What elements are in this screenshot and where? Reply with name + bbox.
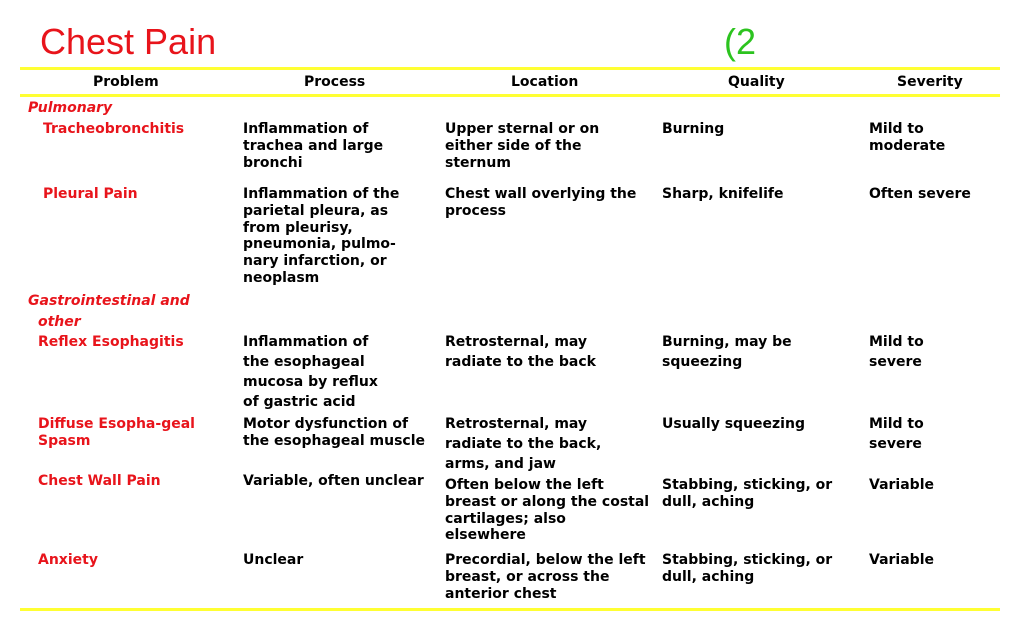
row-severity: Mild to severe bbox=[869, 416, 924, 452]
row-problem: Pleural Pain bbox=[43, 186, 138, 202]
row-problem: Chest Wall Pain bbox=[38, 473, 161, 489]
row-problem: Tracheobronchitis bbox=[43, 121, 185, 137]
row-quality: Stabbing, sticking, or dull, aching bbox=[662, 552, 833, 585]
row-severity: Mild to moderate bbox=[869, 121, 946, 154]
row-severity: Mild to severe bbox=[869, 334, 924, 370]
row-location: Precordial, below the left breast, or across the anterior chest bbox=[445, 552, 646, 602]
page-title-suffix: (2 bbox=[724, 21, 757, 62]
row-severity: Often severe bbox=[869, 186, 971, 202]
header-process: Process bbox=[304, 74, 366, 90]
row-quality: Usually squeezing bbox=[662, 416, 805, 432]
row-process: Inflammation of trachea and large bronchi bbox=[243, 121, 384, 171]
row-location: Often below the left breast or along the costal cartilages; also elsewhere bbox=[445, 477, 650, 544]
header-quality: Quality bbox=[728, 74, 785, 90]
section-gastrointestinal: Gastrointestinal and bbox=[28, 293, 190, 309]
section-pulmonary: Pulmonary bbox=[28, 100, 113, 116]
row-severity: Variable bbox=[869, 552, 934, 568]
row-process: Unclear bbox=[243, 552, 304, 568]
header-location: Location bbox=[511, 74, 579, 90]
row-location: Upper sternal or on either side of the sternum bbox=[445, 121, 600, 171]
row-quality: Burning bbox=[662, 121, 725, 137]
row-process: Motor dysfunction of the esophageal muscle bbox=[243, 416, 426, 449]
header-problem: Problem bbox=[93, 74, 159, 90]
row-process: Inflammation of the parietal pleura, as from pleurisy, pneumonia, pulmo-nary infarction, or neoplasm bbox=[243, 186, 400, 286]
row-problem: Anxiety bbox=[38, 552, 98, 568]
header-severity: Severity bbox=[897, 74, 963, 90]
row-location: Chest wall overlying the process bbox=[445, 186, 637, 219]
row-severity: Variable bbox=[869, 477, 934, 493]
table-bottom-rule bbox=[20, 608, 1000, 611]
row-quality: Stabbing, sticking, or dull, aching bbox=[662, 477, 833, 510]
row-quality: Burning, may be squeezing bbox=[662, 334, 792, 370]
table-top-rule bbox=[20, 67, 1000, 70]
row-location: Retrosternal, may radiate to the back bbox=[445, 334, 596, 370]
row-problem: Reflex Esophagitis bbox=[38, 334, 184, 350]
row-process: Inflammation of the esophageal mucosa by reflux of gastric acid bbox=[243, 334, 378, 410]
row-problem: Diffuse Esopha-geal Spasm bbox=[38, 416, 195, 449]
header-bottom-rule bbox=[20, 94, 1000, 97]
page-title: Chest Pain bbox=[40, 21, 217, 62]
row-process: Variable, often unclear bbox=[243, 473, 424, 489]
section-gastrointestinal-line2: other bbox=[38, 314, 81, 330]
row-quality: Sharp, knifelife bbox=[662, 186, 784, 202]
row-location: Retrosternal, may radiate to the back, arms, and jaw bbox=[445, 416, 602, 472]
